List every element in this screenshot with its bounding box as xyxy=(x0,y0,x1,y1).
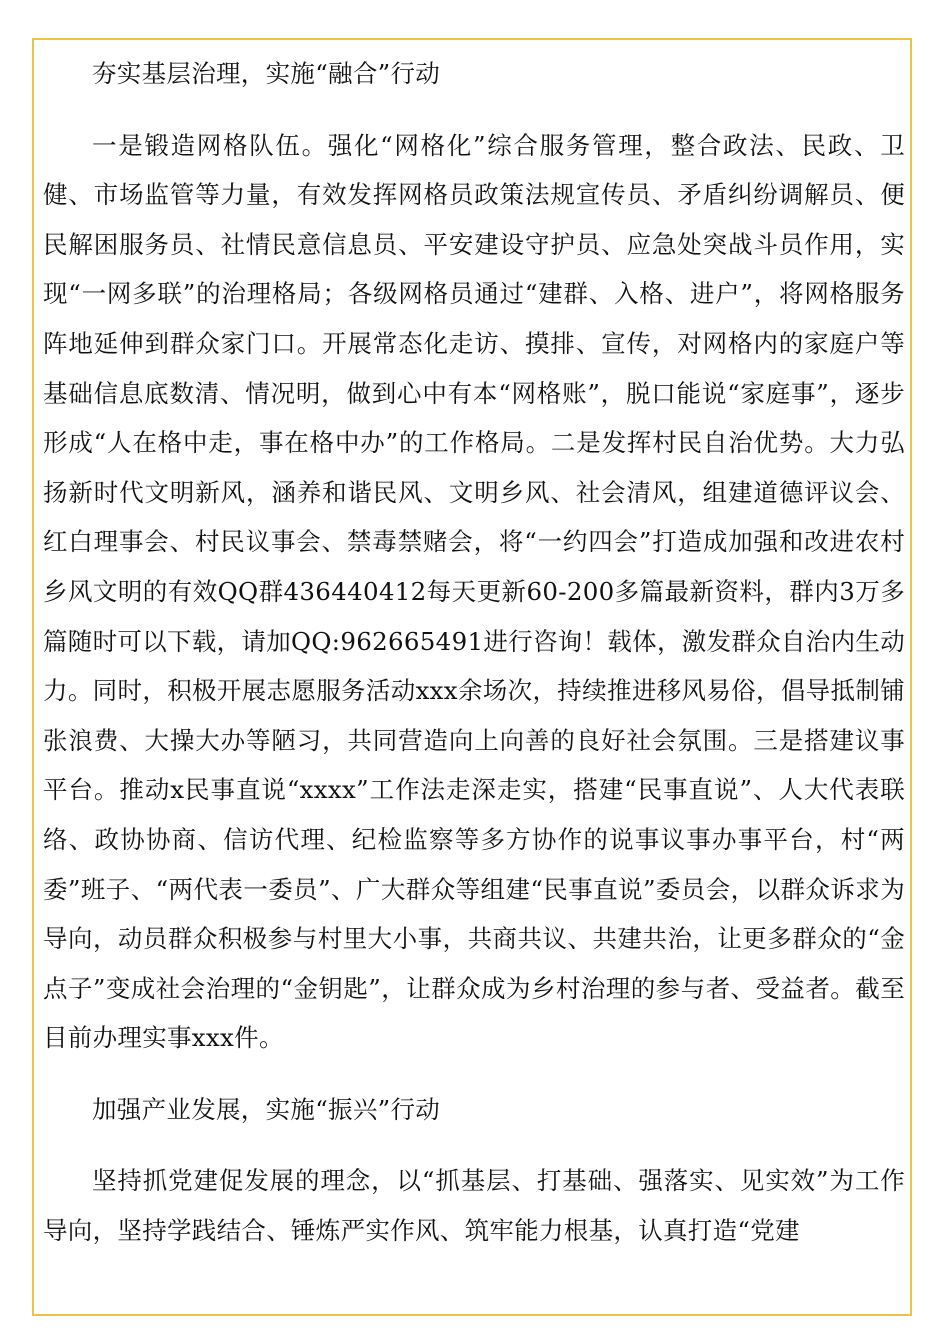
document-body xyxy=(43,40,905,1256)
section-heading-2: 加强产业发展，实施“振兴”行动 xyxy=(92,1094,441,1124)
section-paragraph-2: 坚持抓党建促发展的理念，以“抓基层、打基础、强落实、见实效”为工作导向，坚持学践结合、锤炼严实作风、筑牢能力根基，认真打造“党建 xyxy=(43,1166,905,1246)
page-frame xyxy=(32,38,912,1316)
section-heading-1: 夯实基层治理，实施“融合”行动 xyxy=(92,59,441,88)
section-paragraph-1: 一是锻造网格队伍。强化“网格化”综合服务管理，整合政法、民政、卫健、市场监管等力量，有效发挥网格员政策法规宣传员、矛盾纠纷调解员、便民解困服务员、社情民意信息员、平安建设守护员、应急处突战斗员作用，实现“一网多联”的治理格局；各级网格员通过“建群、入格、进户”，将网格服务阵地延伸到群众家门口。开展常态化走访、摸排、宣传，对网格内的家庭户等基础信息底数清、情况明，做到心中有本“网格账”，脱口能说“家庭事”，逐步形成“人在格中走，事在格中办”的工作格局。二是发挥村民自治优势。大力弘扬新时代文明新风，涵养和谐民风、文明乡风、社会清风，组建道德评议会、红白理事会、村民议事会、禁毒禁赌会，将“一约四会”打造成加强和改进农村乡风文明的有效QQ群436440412每天更新60-200多篇最新资料，群内3万多篇随时可以下载，请加QQ:962665491进行咨询！载体，激发群众自治内生动力。同时，积极开展志愿服务活动xxx余场次，持续推进移风易俗，倡导抵制铺张浪费、大操大办等陋习，共同营造向上向善的良好社会氛围。三是搭建议事平台。推动x民事直说“xxxx”工作法走深走实，搭建“民事直说”、人大代表联络、政协协商、信访代理、纪检监察等多方协作的说事议事办事平台，村“两委”班子、“两代表一委员”、广大群众等组建“民事直说”委员会，以群众诉求为导向，动员群众积极参与村里大小事，共商共议、共建共治，让更多群众的“金点子”变成社会治理的“金钥匙”，让群众成为乡村治理的参与者、受益者。截至目前办理实事xxx件。 xyxy=(43,130,905,1053)
